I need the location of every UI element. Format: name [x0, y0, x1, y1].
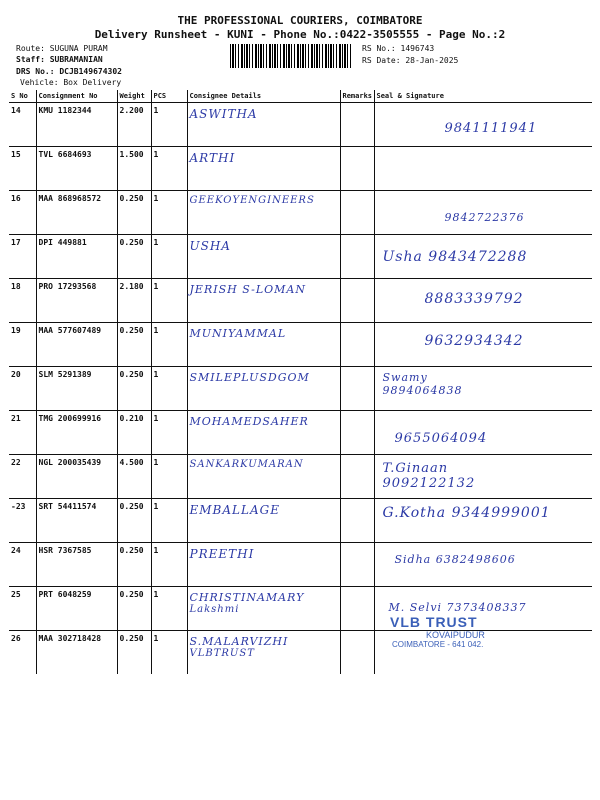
consignee-name: EMBALLAGE [189, 503, 280, 517]
cell-weight: 4.500 [117, 455, 151, 499]
cell-consignment: SLM 5291389 [36, 367, 117, 411]
consignee-name: USHA [189, 239, 231, 253]
cell-pcs: 1 [151, 279, 187, 323]
cell-weight: 0.210 [117, 411, 151, 455]
col-consignment: Consignment No [36, 90, 117, 103]
cell-signature [374, 323, 592, 367]
stamp-city: COIMBATORE - 641 042. [392, 640, 484, 649]
cell-weight: 0.250 [117, 367, 151, 411]
consignee-name: GEEKOYENGINEERS [189, 195, 315, 206]
table-row [9, 323, 592, 367]
cell-consignee [187, 279, 340, 323]
cell-remarks [340, 367, 374, 411]
consignee-name: MOHAMEDSAHER [189, 415, 309, 428]
cell-consignee [187, 587, 340, 631]
cell-consignee [187, 411, 340, 455]
cell-pcs: 1 [151, 543, 187, 587]
col-weight: Weight [117, 90, 151, 103]
cell-weight: 1.500 [117, 147, 151, 191]
consignee-name: CHRISTINAMARY [189, 591, 305, 604]
cell-remarks [340, 235, 374, 279]
signature: 9842722376 [444, 211, 525, 224]
cell-pcs: 1 [151, 235, 187, 279]
vehicle-label: Vehicle: Box Delivery [20, 78, 122, 87]
col-sno: S No [9, 90, 36, 103]
sheet-subtitle: Delivery Runsheet - KUNI - Phone No.:0422-3505555 - Page No.:2 [94, 28, 506, 41]
cell-signature [374, 499, 592, 543]
cell-consignee [187, 543, 340, 587]
signature: Usha 9843472288 [382, 249, 528, 265]
cell-consignee [187, 631, 340, 675]
cell-pcs: 1 [151, 323, 187, 367]
consignee-receiver: Lakshmi [189, 604, 240, 615]
cell-sno: 22 [9, 455, 36, 499]
col-signature: Seal & Signature [374, 90, 592, 103]
cell-pcs: 1 [151, 103, 187, 147]
cell-sno: 16 [9, 191, 36, 235]
cell-signature [374, 367, 592, 411]
cell-signature [374, 455, 592, 499]
table-row [9, 367, 592, 411]
cell-signature [374, 147, 592, 191]
cell-consignment: DPI 449881 [36, 235, 117, 279]
cell-signature [374, 103, 592, 147]
table-row [9, 147, 592, 191]
cell-remarks [340, 631, 374, 675]
cell-consignment: PRO 17293568 [36, 279, 117, 323]
cell-consignee [187, 103, 340, 147]
signature: Sidha 6382498606 [394, 553, 516, 566]
col-consignee: Consignee Details [187, 90, 340, 103]
staff-label: Staff: SUBRAMANIAN [16, 55, 103, 64]
stamp-name: VLB TRUST [390, 614, 478, 630]
cell-consignment: KMU 1182344 [36, 103, 117, 147]
signature: Swamy 9894064838 [382, 371, 463, 397]
cell-remarks [340, 323, 374, 367]
cell-pcs: 1 [151, 147, 187, 191]
cell-sno: 24 [9, 543, 36, 587]
cell-sno: -23 [9, 499, 36, 543]
runsheet-table [9, 90, 592, 674]
table-row [9, 499, 592, 543]
cell-consignment: SRT 54411574 [36, 499, 117, 543]
cell-pcs: 1 [151, 191, 187, 235]
signature: 9841111941 [444, 121, 538, 136]
rs-date: RS Date: 28-Jan-2025 [362, 56, 459, 65]
table-header-row [9, 90, 592, 103]
cell-signature [374, 411, 592, 455]
consignee-name: JERISH S-LOMAN [189, 283, 307, 296]
cell-consignee [187, 455, 340, 499]
cell-remarks [340, 191, 374, 235]
signature: M. Selvi 7373408337 [388, 601, 527, 614]
cell-weight: 0.250 [117, 499, 151, 543]
cell-sno: 21 [9, 411, 36, 455]
cell-remarks [340, 543, 374, 587]
cell-remarks [340, 147, 374, 191]
cell-consignee [187, 235, 340, 279]
cell-pcs: 1 [151, 455, 187, 499]
cell-weight: 0.250 [117, 587, 151, 631]
cell-pcs: 1 [151, 631, 187, 675]
cell-signature [374, 191, 592, 235]
signature: T.Ginaan 9092122132 [382, 461, 476, 491]
consignee-name: PREETHI [189, 547, 255, 561]
cell-signature [374, 543, 592, 587]
cell-sno: 26 [11, 634, 21, 643]
sheet-title: THE PROFESSIONAL COURIERS, COIMBATORE [177, 14, 423, 27]
drs-label: DRS No.: DCJB149674302 [16, 67, 122, 76]
cell-pcs: 1 [151, 411, 187, 455]
cell-weight: 0.250 [117, 323, 151, 367]
stamp-place: KOVAIPUDUR [426, 630, 485, 640]
cell-remarks [340, 103, 374, 147]
cell-consignee [187, 191, 340, 235]
table-row [9, 191, 592, 235]
cell-weight: 2.200 [117, 103, 151, 147]
cell-remarks [340, 587, 374, 631]
consignee-name: SMILEPLUSDGOM [189, 371, 310, 384]
consignee-name: ARTHI [189, 151, 236, 165]
cell-sno: 15 [9, 147, 36, 191]
table-row [9, 543, 592, 587]
col-pcs: PCS [151, 90, 187, 103]
consignee-name: SANKARKUMARAN [189, 459, 304, 470]
barcode [230, 44, 352, 68]
consignee-name: S.MALARVIZHI [189, 635, 289, 648]
cell-consignee [187, 367, 340, 411]
cell-weight: 0.250 [117, 191, 151, 235]
cell-consignment: NGL 200035439 [36, 455, 117, 499]
route-label: Route: SUGUNA PURAM [16, 44, 108, 53]
consignee-name: MUNIYAMMAL [189, 327, 287, 340]
cell-consignment: MAA 577607489 [36, 323, 117, 367]
cell-remarks [340, 455, 374, 499]
cell-sno: 20 [9, 367, 36, 411]
cell-sno: 18 [9, 279, 36, 323]
vlb-trust-stamp [390, 614, 560, 649]
cell-remarks [340, 411, 374, 455]
cell-consignee [187, 499, 340, 543]
cell-pcs: 1 [151, 587, 187, 631]
cell-consignment: TMG 200699916 [36, 411, 117, 455]
cell-weight: 0.250 [117, 631, 151, 675]
cell-weight: 0.250 [117, 235, 151, 279]
rs-number: RS No.: 1496743 [362, 44, 435, 53]
cell-weight: 0.250 [117, 543, 151, 587]
signature: 9632934342 [424, 333, 524, 349]
cell-consignment: HSR 7367585 [36, 543, 117, 587]
cell-sno: 25 [9, 587, 36, 631]
cell-consignee [187, 147, 340, 191]
cell-sno: 14 [9, 103, 36, 147]
cell-pcs: 1 [151, 367, 187, 411]
consignee-receiver: VLBTRUST [189, 648, 255, 659]
cell-remarks [340, 279, 374, 323]
signature: G.Kotha 9344999001 [382, 505, 551, 521]
cell-consignment: PRT 6048259 [36, 587, 117, 631]
cell-pcs: 1 [151, 499, 187, 543]
table-row [9, 279, 592, 323]
col-remarks: Remarks [340, 90, 374, 103]
signature: 8883339792 [424, 291, 524, 307]
signature: 9655064094 [394, 431, 488, 446]
cell-sno: 19 [9, 323, 36, 367]
table-row [9, 455, 592, 499]
cell-consignment: MAA 868968572 [36, 191, 117, 235]
cell-signature [374, 279, 592, 323]
cell-consignee [187, 323, 340, 367]
cell-sno: 17 [9, 235, 36, 279]
consignee-name: ASWITHA [189, 107, 258, 121]
cell-signature [374, 235, 592, 279]
cell-consignment: TVL 6684693 [36, 147, 117, 191]
table-row [9, 411, 592, 455]
table-row [9, 235, 592, 279]
cell-weight: 2.180 [117, 279, 151, 323]
table-row [9, 103, 592, 147]
cell-consignment: MAA 302718428 [36, 631, 117, 675]
cell-remarks [340, 499, 374, 543]
